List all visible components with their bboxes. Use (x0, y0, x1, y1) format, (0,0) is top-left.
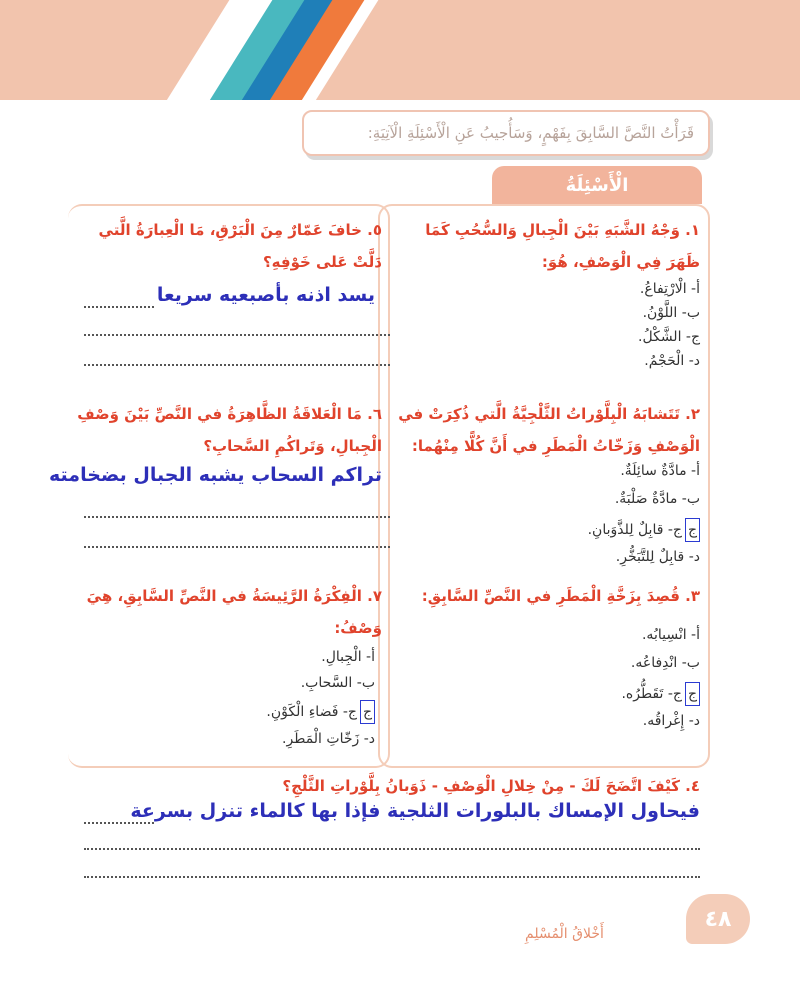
q4-handwritten-answer: فيحاول الإمساك بالبلورات الثلجية فإذا بها كالماء تنزل بسرعة (130, 800, 700, 822)
q7-answer-mark: ج (360, 700, 375, 724)
question-6: ٦. مَا الْعَلاقَةُ الظَّاهِرَةُ في النَّصِّ بَيْنَ وَصْفِ الْجِبالِ، وَتَراكُمِ السَّحابِ؟ (77, 405, 382, 455)
q2-option-b: ب- مادَّةٌ صَلْبَةٌ. (614, 491, 700, 507)
question-5: ٥. خافَ عَمّارٌ مِنَ الْبَرْقِ، مَا الْعِبارَةُ الَّتي دَلَّتْ عَلى خَوْفِهِ؟ (98, 221, 382, 271)
q6-handwritten-answer: تراكم السحاب يشبه الجبال بضخامته (49, 464, 382, 486)
question-7: ٧. الْفِكْرَةُ الرَّئِيسَةُ في النَّصِّ السَّابِقِ، هِيَ وَصْفُ: (86, 587, 382, 637)
q5-answer-line-1 (84, 306, 154, 308)
q4-answer-line-3 (84, 876, 700, 878)
question-4: ٤. كَيْفَ اتَّضَحَ لَكَ - مِنْ خِلالِ الْوَصْفِ - ذَوَبانُ بِلَّوْراتِ الثَّلْجِ؟ (282, 777, 700, 795)
q7-option-a: أ- الْجِبالِ. (321, 649, 375, 665)
question-1: ١. وَجْهُ الشَّبَهِ بَيْنَ الْجِبالِ وَالسُّحُبِ كَمَا ظَهَرَ فِي الْوَصْفِ، هُوَ: (425, 221, 700, 271)
q3-option-b: ب- انْدِفاعُه. (630, 655, 700, 671)
q5-answer-line-3 (84, 364, 390, 366)
questions-tab-label: الْأَسْئِلَةُ (565, 174, 629, 196)
q7-option-c-row (266, 700, 375, 724)
q4-answer-line-2 (84, 848, 700, 850)
q7-option-b: ب- السَّحابِ. (300, 675, 375, 691)
q1-option-a: أ- الْارْتِفاعُ. (639, 281, 700, 297)
q3-option-a: أ- انْسِيابُه. (641, 627, 700, 643)
q4-answer-line-1 (84, 822, 154, 824)
q7-option-d: د- زَخّاتِ الْمَطَرِ. (282, 731, 375, 747)
q5-answer-line-2 (84, 334, 390, 336)
q2-option-d: د- قابِلٌ لِلتَّبَخُّرِ. (615, 549, 700, 565)
book-title: أَخْلاقُ الْمُسْلِمِ (525, 926, 604, 942)
instruction-box (302, 110, 710, 156)
q6-answer-line-2 (84, 546, 390, 548)
q3-option-c: ج- تَقَطُّرُه. (621, 686, 682, 702)
q6-answer-line-1 (84, 516, 390, 518)
q1-option-c: ج- الشَّكْلُ. (638, 329, 700, 345)
q1-option-d: د- الْحَجْمُ. (644, 353, 700, 369)
page-number: ٤٨ (704, 906, 732, 932)
q2-option-c: ج- قابِلٌ لِلذَّوَبانِ. (587, 522, 682, 538)
question-3: ٣. قُصِدَ بِزَخَّةِ الْمَطَرِ في النَّصِّ السَّابِقِ: (421, 587, 700, 605)
q2-option-a: أ- مادَّةٌ سائِلَةٌ. (620, 463, 700, 479)
question-2: ٢. تَتَشابَهُ الْبِلَّوْراتُ الثَّلْجِيَّةُ الَّتي ذُكِرَتْ في الْوَصْفِ وَزَخّاتُ الْمَطَرِ في أَنَّ كُلًّا مِنْهُما: (398, 405, 700, 455)
q1-option-b: ب- اللَّوْنُ. (642, 305, 700, 321)
q3-option-d: د- إِغْراقُه. (642, 713, 700, 729)
questions-tab (492, 166, 702, 204)
q7-option-c: ج- فَضاءِ الْكَوْنِ. (266, 704, 357, 720)
q3-answer-mark: ج (685, 682, 700, 706)
q2-option-c-row (588, 518, 700, 542)
header-band (0, 0, 800, 100)
page-number-badge (686, 894, 750, 944)
instruction-text: قَرَأْتُ النَّصَّ السَّابِقَ بِفَهْمٍ، وَسَأُجيبُ عَنِ الْأَسْئِلَةِ الْآتِيَةِ: (367, 124, 694, 142)
q2-answer-mark: ج (685, 518, 700, 542)
q3-option-c-row (621, 682, 700, 706)
q5-handwritten-answer: يسد اذنه بأصبعيه سريعا (156, 284, 375, 306)
